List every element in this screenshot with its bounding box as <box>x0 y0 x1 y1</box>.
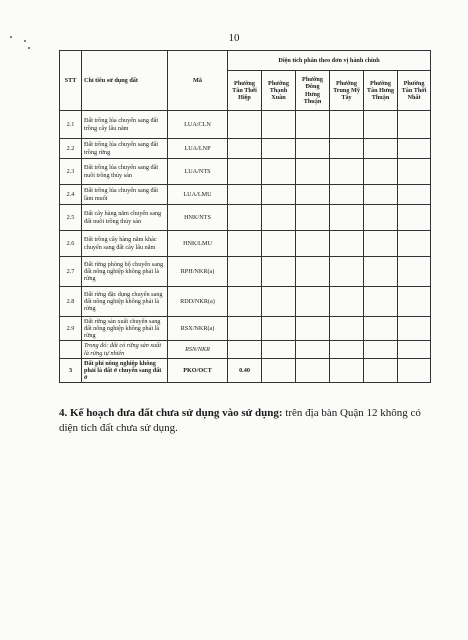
row-value-empty <box>364 257 398 287</box>
row-value <box>228 159 262 185</box>
row-value-empty <box>330 205 364 231</box>
header-ward: Phường Tân Thới Hiệp <box>228 71 262 111</box>
row-value-empty <box>296 159 330 185</box>
row-value-empty <box>296 359 330 383</box>
row-value-empty <box>398 257 431 287</box>
row-value-empty <box>398 159 431 185</box>
table-row <box>60 231 431 257</box>
section-paragraph <box>59 406 431 436</box>
row-value <box>228 111 262 139</box>
row-value-empty <box>296 287 330 317</box>
row-value-empty <box>398 205 431 231</box>
row-value-empty <box>296 111 330 139</box>
table-row <box>60 317 431 341</box>
table-row <box>60 359 431 383</box>
header-stt: STT <box>60 51 82 111</box>
row-stt: 2.8 <box>60 287 82 317</box>
row-value-empty <box>364 359 398 383</box>
row-value-empty <box>330 341 364 359</box>
table-row <box>60 257 431 287</box>
row-value: 0.40 <box>228 359 262 383</box>
row-value-empty <box>364 205 398 231</box>
row-value-empty <box>398 139 431 159</box>
row-value-empty <box>364 139 398 159</box>
row-value-empty <box>262 231 296 257</box>
row-code: RDD/NKR(a) <box>168 287 228 317</box>
row-stt: 2.3 <box>60 159 82 185</box>
scan-speck <box>28 47 30 49</box>
header-ward: Phường Tân Hưng Thuận <box>364 71 398 111</box>
section-body: trên địa bàn Quận 12 không có diện tích đất chưa sử dụng. <box>59 407 421 434</box>
row-value <box>228 317 262 341</box>
header-indicator: Chỉ tiêu sử dụng đất <box>82 51 168 111</box>
row-value-empty <box>296 317 330 341</box>
table-row <box>60 341 431 359</box>
row-name: Đất trồng lúa chuyển sang đất nuôi trồng thủy sản <box>82 159 168 185</box>
row-code: PKO/OCT <box>168 359 228 383</box>
row-name: Đất trồng lúa chuyển sang đất trồng rừng <box>82 139 168 159</box>
header-code: Mã <box>168 51 228 111</box>
row-value-empty <box>364 287 398 317</box>
row-value-empty <box>330 139 364 159</box>
row-value-empty <box>398 341 431 359</box>
row-value-empty <box>364 231 398 257</box>
row-code: LUA/LMU <box>168 185 228 205</box>
row-value-empty <box>296 185 330 205</box>
row-value-empty <box>262 205 296 231</box>
row-value-empty <box>262 139 296 159</box>
row-value-empty <box>398 185 431 205</box>
row-value <box>228 139 262 159</box>
row-value <box>228 231 262 257</box>
row-name: Đất trồng lúa chuyển sang đất trồng cây lâu năm <box>82 111 168 139</box>
row-name: Đất phi nông nghiệp không phải là đất ở chuyển sang đất ở <box>82 359 168 383</box>
row-value <box>228 205 262 231</box>
row-value-empty <box>330 317 364 341</box>
table-row <box>60 159 431 185</box>
row-value-empty <box>262 341 296 359</box>
row-stt: 2.5 <box>60 205 82 231</box>
row-stt <box>60 341 82 359</box>
row-value-empty <box>398 111 431 139</box>
row-code: RSX/NKR(a) <box>168 317 228 341</box>
row-code: LUA/LNP <box>168 139 228 159</box>
row-value-empty <box>262 359 296 383</box>
row-code: HNK/LMU <box>168 231 228 257</box>
row-value-empty <box>364 317 398 341</box>
row-value-empty <box>262 287 296 317</box>
row-value-empty <box>330 111 364 139</box>
row-stt: 2.9 <box>60 317 82 341</box>
row-name: Đất trồng cây hàng năm khác chuyển sang đất cây lâu năm <box>82 231 168 257</box>
row-stt: 2.2 <box>60 139 82 159</box>
table-row <box>60 185 431 205</box>
row-value <box>228 257 262 287</box>
header-ward: Phường Đông Hưng Thuận <box>296 71 330 111</box>
table-row <box>60 139 431 159</box>
row-value-empty <box>262 111 296 139</box>
page-number: 10 <box>228 32 240 44</box>
row-code: RPH/NKR(a) <box>168 257 228 287</box>
row-stt: 2.6 <box>60 231 82 257</box>
table-row <box>60 111 431 139</box>
row-stt: 2.4 <box>60 185 82 205</box>
row-value-empty <box>398 317 431 341</box>
row-name: Đất rừng đặc dụng chuyển sang đất nông nghiệp không phải là rừng <box>82 287 168 317</box>
row-name: Đất rừng sản xuất chuyển sang đất nông nghiệp không phải là rừng <box>82 317 168 341</box>
row-code: LUA/NTS <box>168 159 228 185</box>
row-value-empty <box>330 359 364 383</box>
row-value-empty <box>262 257 296 287</box>
row-name: Trong đó: đất có rừng sản xuất là rừng tự nhiên <box>82 341 168 359</box>
row-value-empty <box>398 287 431 317</box>
row-name: Đất rừng phòng hộ chuyển sang đất nông nghiệp không phải là rừng <box>82 257 168 287</box>
row-value-empty <box>364 185 398 205</box>
table-row <box>60 205 431 231</box>
row-value-empty <box>330 185 364 205</box>
header-ward: Phường Thạnh Xuân <box>262 71 296 111</box>
row-name: Đất trồng lúa chuyển sang đất làm muối <box>82 185 168 205</box>
row-code: RSN/NKR <box>168 341 228 359</box>
row-name: Đất cây hàng năm chuyển sang đất nuôi trồng thủy sản <box>82 205 168 231</box>
row-value <box>228 185 262 205</box>
row-value-empty <box>364 341 398 359</box>
row-value-empty <box>330 287 364 317</box>
header-ward: Phường Trung Mỹ Tây <box>330 71 364 111</box>
row-stt: 3 <box>60 359 82 383</box>
row-code: LUA/CLN <box>168 111 228 139</box>
row-value-empty <box>364 111 398 139</box>
header-ward: Phường Tân Thới Nhất <box>398 71 431 111</box>
row-value <box>228 341 262 359</box>
row-value-empty <box>330 257 364 287</box>
header-group: Diện tích phân theo đơn vị hành chính <box>228 51 431 71</box>
row-value-empty <box>398 231 431 257</box>
row-value-empty <box>262 159 296 185</box>
row-code: HNK/NTS <box>168 205 228 231</box>
row-value-empty <box>296 231 330 257</box>
row-value-empty <box>262 317 296 341</box>
section-heading: 4. Kế hoạch đưa đất chưa sử dụng vào sử dụng: <box>59 407 283 419</box>
row-value-empty <box>296 341 330 359</box>
row-value-empty <box>296 257 330 287</box>
row-value <box>228 287 262 317</box>
row-value-empty <box>296 139 330 159</box>
row-value-empty <box>296 205 330 231</box>
land-use-plan-table <box>59 50 431 383</box>
row-value-empty <box>364 159 398 185</box>
row-value-empty <box>330 159 364 185</box>
row-stt: 2.7 <box>60 257 82 287</box>
row-value-empty <box>330 231 364 257</box>
row-value-empty <box>262 185 296 205</box>
row-value-empty <box>398 359 431 383</box>
table-row <box>60 287 431 317</box>
row-stt: 2.1 <box>60 111 82 139</box>
